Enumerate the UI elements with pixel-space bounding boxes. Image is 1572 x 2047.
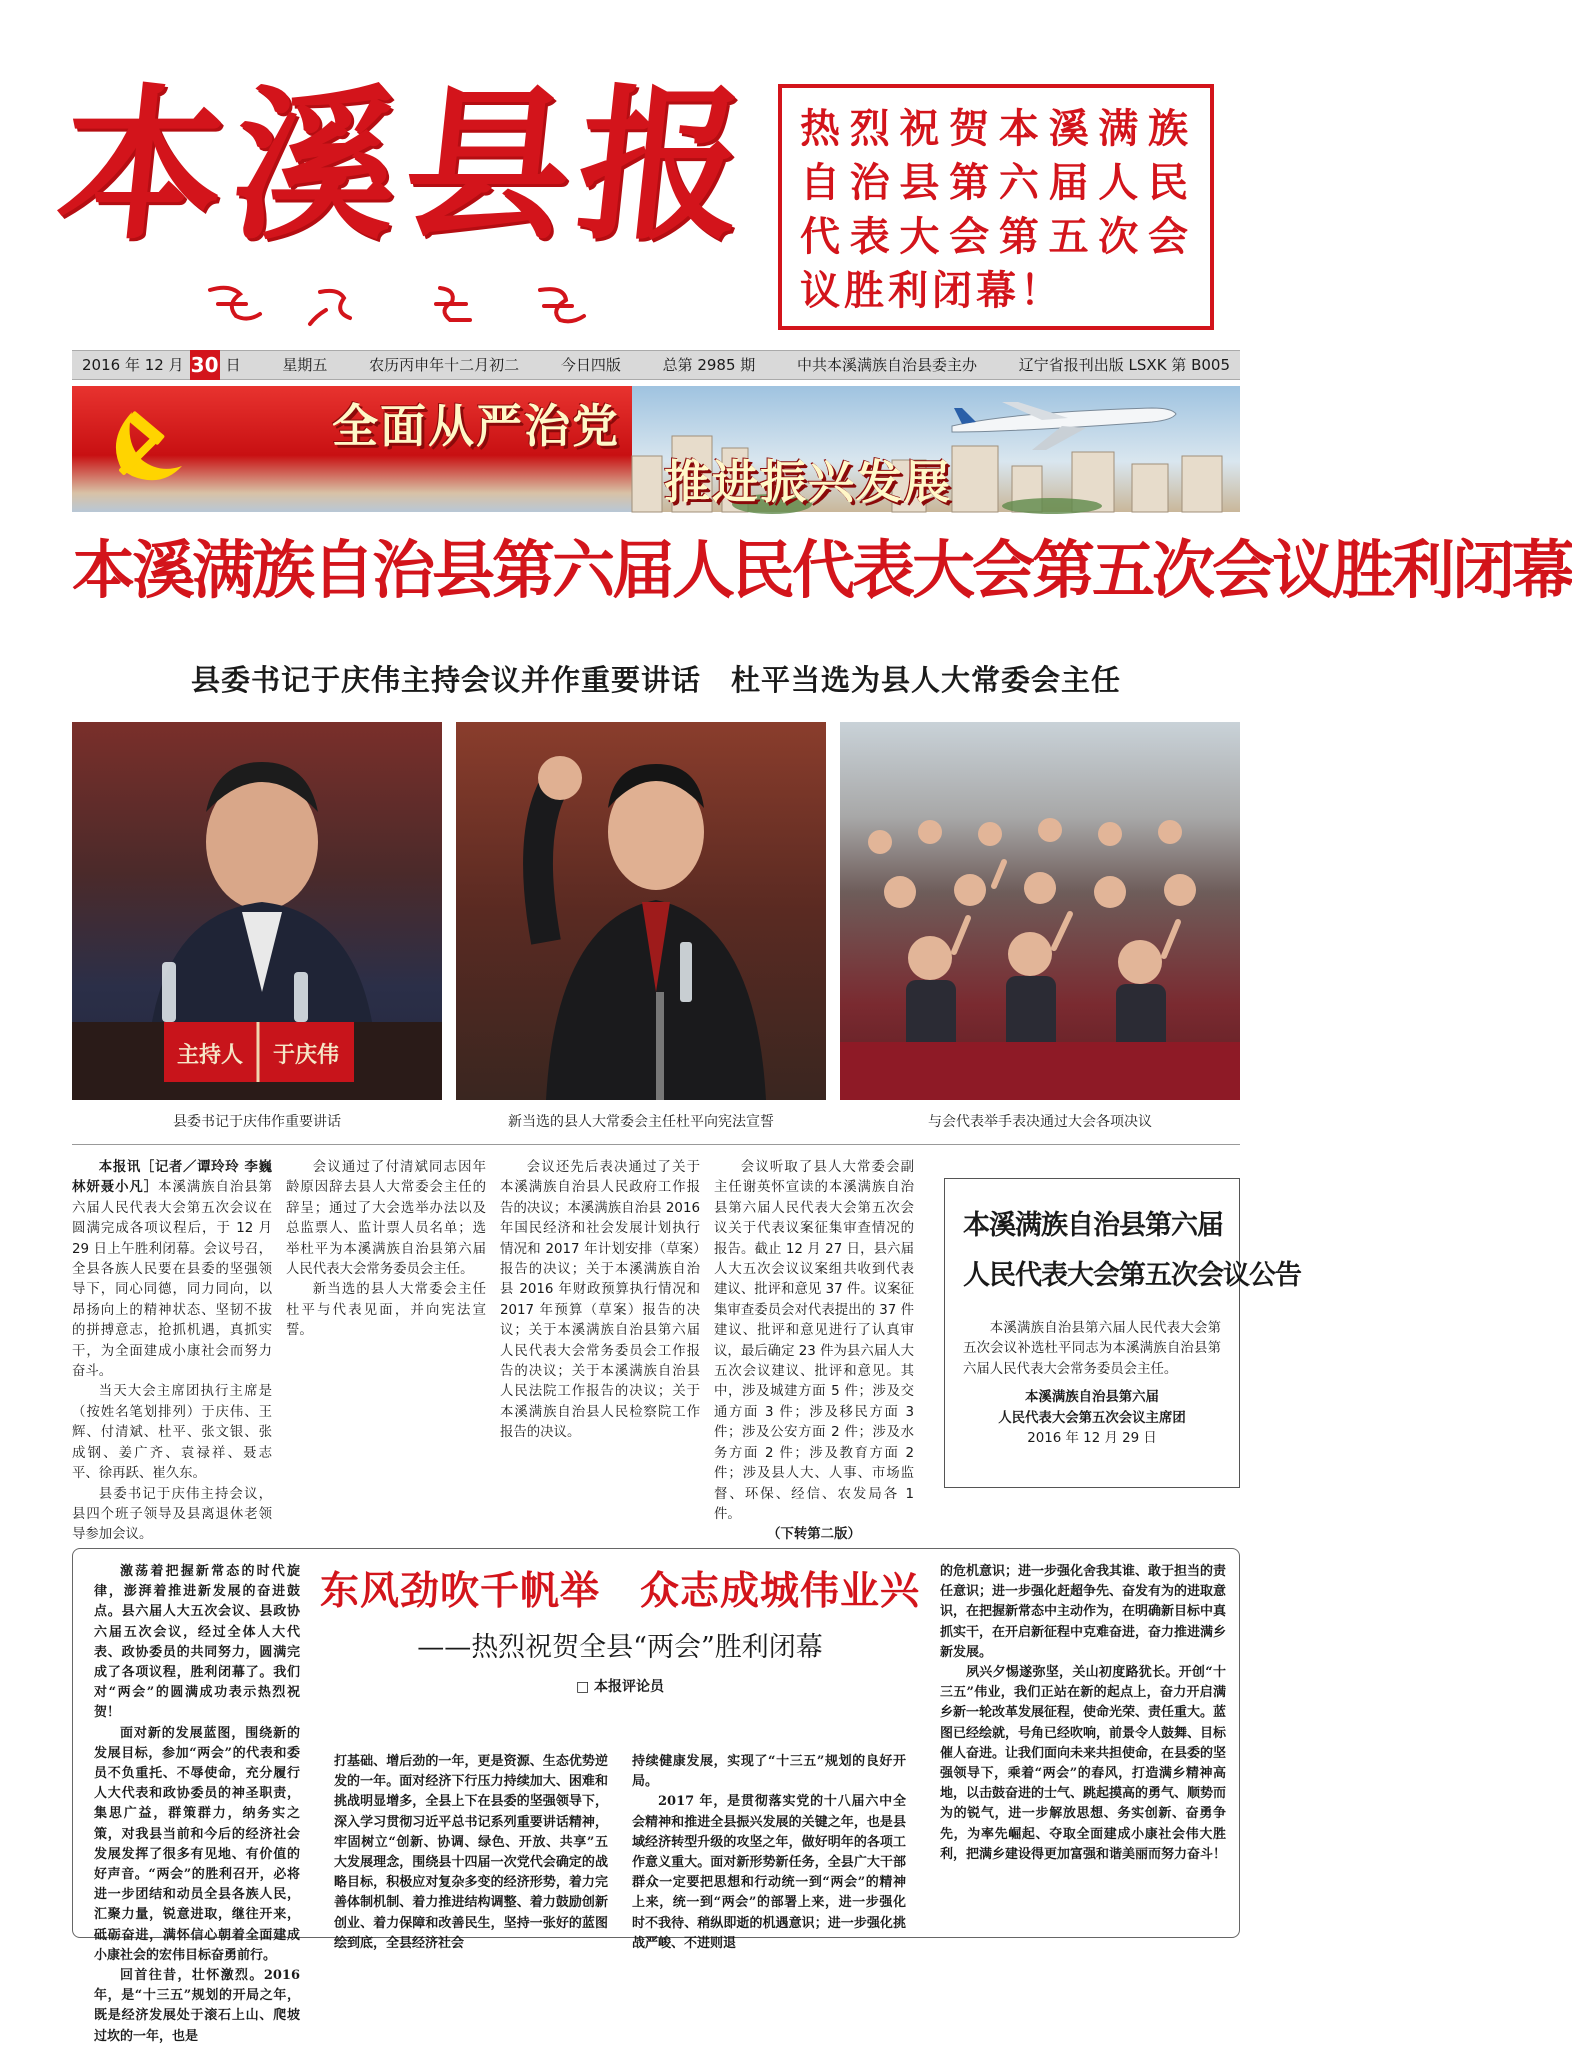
sponsor: 中共本溪满族自治县委主办 — [797, 356, 978, 374]
editorial-column-2 — [334, 1752, 608, 1951]
voting-illustration — [840, 722, 1240, 1100]
article-paragraph-2: 当天大会主席团执行主席是（按姓名笔划排列）于庆伟、王辉、付清斌、杜平、张文银、张成钢、姜广齐、袁禄祥、聂志平、徐再跃、崔久东。 — [72, 1384, 272, 1482]
article-paragraph-1: 本溪满族自治县第六届人民代表大会第五次会议在圆满完成各项议程后，于 12 月 29 日上午胜利闭幕。会议号召，全县各族人民要在县委的坚强领导下，同心同德，同力同向，以昂扬向上的精神状态、坚韧不拔的拼搏意志，抢抓机遇，真抓实干，为全面建成小康社会而努力奋斗。 — [72, 1180, 273, 1380]
page-count: 今日四版 — [560, 356, 621, 374]
issue-info-bar — [72, 350, 1240, 380]
date-suffix: 日 — [225, 356, 241, 374]
editorial-column-1 — [94, 1562, 300, 2044]
notice-title-line-2: 人民代表大会第五次会议公告 — [963, 1260, 1301, 1291]
article-paragraph-5: 新当选的县人大常委会主任杜平与代表见面，并向宪法宣誓。 — [286, 1282, 486, 1339]
date-prefix: 2016 年 12 月 — [82, 356, 184, 374]
photo-speaker — [72, 722, 442, 1100]
banner-cityscape — [72, 386, 1240, 512]
slogan-line-2: 推进振兴发展 — [664, 455, 952, 509]
plaque-role: 主持人 — [176, 1042, 244, 1068]
editorial-mid-paragraph-1: 打基础、增后劲的一年，更是资源、生态优势逆发的一年。面对经济下行压力持续加大、困难和挑战明显增多，全县上下在县委的坚强领导下，深入学习贯彻习近平总书记系列重要讲话精神，牢固树立“创新、协调、绿色、开放、共享”五大发展理念，围绕县十四届一次党代会确定的战略目标，积极应对复杂多变的经济形势，着力完善体制机制、着力推进结构调整、着力鼓励创新创业、着力保障和改善民生，坚持一张好的蓝图绘到底，全县经济社会 — [334, 1754, 608, 1951]
notice-date: 2016 年 12 月 29 日 — [1027, 1431, 1157, 1447]
editorial-right-paragraph-2: 夙兴夕惕遂弥坚，关山初度路犹长。开创“十三五”伟业，我们正站在新的起点上，奋力开启满乡新一轮改革发展征程，使命光荣、责任重大。蓝图已经绘就，号角已经吹响，前景令人鼓舞、目标催人奋进。让我们面向未来共担使命，在县委的坚强领导下，乘着“两会”的春风，打造满乡精神高地，以击鼓奋进的士气、跳起摸高的勇气、顺势而为的锐气，进一步解放思想、务实创新、奋勇争先，为率先崛起、夺取全面建成小康社会伟大胜利，把满乡建设得更加富强和谐美丽而努力奋斗！ — [940, 1665, 1227, 1862]
issue-date — [82, 350, 241, 380]
hammer-sickle-icon — [116, 411, 182, 481]
notice-body: 本溪满族自治县第六届人民代表大会第五次会议补选杜平同志为本溪满族自治县第六届人民代表大会常务委员会主任。 — [963, 1321, 1221, 1377]
oath-illustration — [456, 722, 826, 1100]
photo-caption-3: 与会代表举手表决通过大会各项决议 — [928, 1114, 1152, 1130]
editorial-byline: □ 本报评论员 — [575, 1679, 665, 1695]
weekday: 星期五 — [282, 356, 328, 374]
editorial-mid-paragraph-2: 持续健康发展，实现了“十三五”规划的良好开局。 — [632, 1754, 906, 1790]
editorial-right-paragraph-1: 的危机意识；进一步强化舍我其谁、敢于担当的责任意识；进一步强化赶超争先、奋发有为的进取意识，在把握新常态中主动作为，在明确新目标中真抓实干，在开启新征程中克难奋进，奋力推进满乡新发展。 — [940, 1564, 1227, 1660]
editorial-left-paragraph-1: 激荡着把握新常态的时代旋律，澎湃着推进新发展的奋进鼓点。县六届人大五次会议、县政协六届五次会议，经过全体人大代表、政协委员的共同努力，圆满完成了各项议程，胜利闭幕了。我们对“两会”的圆满成功表示热烈祝贺！ — [94, 1564, 300, 1721]
editorial-column-3 — [632, 1752, 906, 1951]
article-column-2 — [286, 1158, 486, 1538]
section-divider — [72, 1144, 1240, 1145]
article-paragraph-4: 会议通过了付清斌同志因年龄原因辞去县人大常委会主任的辞呈；通过了大会选举办法以及总监票人、监计票人员名单；选举杜平为本溪满族自治县第六届人民代表大会常务委员会主任。 — [286, 1160, 486, 1278]
date-day-badge: 30 — [190, 350, 220, 380]
slogan-line-1: 全面从严治党 — [332, 399, 620, 453]
editorial-left-paragraph-3: 回首往昔，壮怀激烈。2016 年，是“十三五”规划的开局之年，既是经济发展处于滚石上山、爬坡过坎的一年，也是 — [94, 1968, 300, 2044]
article-byline: 本报讯［记者／谭玲玲 李巍 林妍聂小凡］ — [72, 1160, 272, 1196]
photo-voting — [840, 722, 1240, 1100]
congratulations-text: 热烈祝贺本溪满族自治县第六届人民代表大会第五次会议胜利闭幕！ — [800, 106, 1192, 314]
speaker-illustration — [72, 722, 442, 1100]
official-notice-box — [944, 1178, 1301, 1488]
article-paragraph-7: 会议听取了县人大常委会副主任谢英怀宣读的本溪满族自治县第六届人民代表大会第五次会议关于代表议案征集审查情况的报告。截止 12 月 27 日，县六届人大五次会议议案组共收到代表建议、批评和意见 37 件。议案征集审查委员会对代表提出的 37 件建议、批评和意见进行了认真审议，最后确定 23 件为县六届人大五次会议建议、批评和意见。其中，涉及城建方面 5 件；涉及交通方面 3 件；涉及移民方面 3 件；涉及公安方面 2 件；涉及水务方面 2 件；涉及教育方面 2 件；涉及县人大、人事、市场监督、环保、经信、农发局各 1 件。 — [714, 1160, 914, 1522]
article-column-4 — [714, 1158, 914, 1543]
article-column-1 — [72, 1158, 273, 1543]
main-headline: 本溪满族自治县第六届人民代表大会第五次会议胜利闭幕 — [72, 534, 1572, 607]
article-paragraph-6: 会议还先后表决通过了关于本溪满族自治县人民政府工作报告的决议；本溪满族自治县 2016 年国民经济和社会发展计划执行情况和 2017 年计划安排（草案）报告的决议；关于本溪满族自治县 2016 年财政预算执行情况和 2017 年预算（草案）报告的决议；关于本溪满族自治县第六届人民代表大会常务委员会工作报告的决议；关于本溪满族自治县人民法院工作报告的决议；关于本溪满族自治县人民检察院工作报告的决议。 — [500, 1160, 700, 1441]
lunar-date: 农历丙申年十二月初二 — [369, 356, 520, 374]
editorial-left-paragraph-2: 面对新的发展蓝图，围绕新的发展目标，参加“两会”的代表和委员不负重托、不辱使命，充分履行人大代表和政协委员的神圣职责，集思广益，群策群力，纳务实之策，对我县当前和今后的经济社会发展发挥了很多有见地、有价值的好声音。“两会”的胜利召开，必将进一步团结和动员全县各族人民，汇聚力量，锐意进取，继往开来，砥砺奋进，满怀信心朝着全面建成小康社会的宏伟目标奋勇前行。 — [94, 1725, 300, 1963]
editorial-subtitle: ——热烈祝贺全县“两会”胜利闭幕 — [417, 1632, 823, 1663]
editorial-title: 东风劲吹千帆举 众志成城伟业兴 — [320, 1568, 921, 1614]
congratulations-box — [778, 84, 1214, 330]
photo-caption-1: 县委书记于庆伟作重要讲话 — [173, 1114, 341, 1130]
airplane-icon — [952, 402, 1176, 450]
notice-signature-1: 本溪满族自治县第六届 — [1025, 1390, 1159, 1406]
plaque-name: 于庆伟 — [272, 1042, 340, 1068]
editorial-column-4 — [940, 1562, 1226, 1924]
notice-signature-2: 人民代表大会第五次会议主席团 — [998, 1410, 1186, 1426]
slogan-banner — [72, 386, 1240, 512]
editorial-mid-paragraph-3: 2017 年，是贯彻落实党的十八届六中全会精神和推进全县振兴发展的关键之年，也是县域经济转型升级的攻坚之年，做好明年的各项工作意义重大。面对新形势新任务，全县广大干部群众一定要把思想和行动统一到“两会”的精神上来，统一到“两会”的部署上来，进一步强化时不我待、稍纵即逝的机遇意识；进一步强化挑战严峻、不进则退 — [632, 1794, 906, 1951]
photo-caption-2: 新当选的县人大常委会主任杜平向宪法宣誓 — [508, 1114, 774, 1130]
continued-note: （下转第二版） — [767, 1527, 861, 1543]
license-number: 辽宁省报刊出版 LSXK 第 B005 — [1018, 356, 1230, 374]
issue-number: 总第 2985 期 — [662, 356, 756, 374]
notice-title-line-1: 本溪满族自治县第六届 — [963, 1210, 1223, 1241]
sub-headline: 县委书记于庆伟主持会议并作重要讲话 杜平当选为县人大常委会主任 — [190, 663, 1121, 697]
newspaper-masthead: 本溪县报 — [49, 68, 763, 262]
photo-oath — [456, 722, 826, 1100]
manchu-script-logo — [200, 280, 600, 330]
article-column-3 — [500, 1158, 700, 1538]
article-paragraph-3: 县委书记于庆伟主持会议，县四个班子领导及县离退休老领导参加会议。 — [72, 1486, 272, 1543]
